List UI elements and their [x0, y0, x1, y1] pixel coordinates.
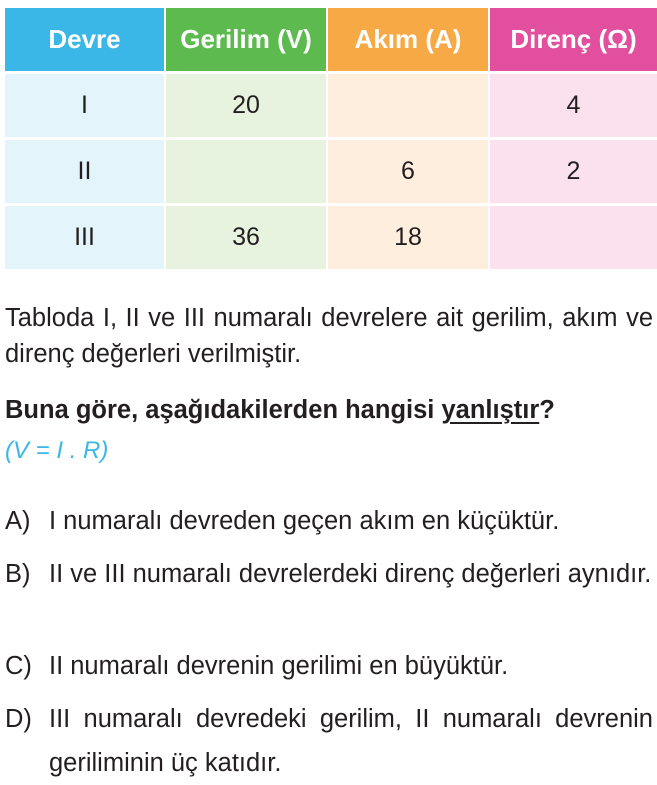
intro-paragraph: Tabloda I, II ve III numaralı devrelere ait gerilim, akım ve direnç değerleri verilmiştir.: [5, 304, 653, 368]
table-cell-devre: II: [5, 140, 164, 203]
header-gerilim: Gerilim (V): [166, 8, 326, 71]
header-direnc: Direnç (Ω): [490, 8, 657, 71]
question-underlined-word: yanlıştır: [441, 396, 540, 424]
option-text: III numaralı devredeki gerilim, II numaralı devrenin geriliminin üç katıdır.: [49, 705, 653, 777]
table-cell-akim: [328, 74, 488, 137]
option-b[interactable]: [5, 552, 653, 596]
circuit-table: [5, 8, 651, 266]
formula-hint: (V = I . R): [5, 437, 109, 464]
option-text: II numaralı devrenin gerilimi en büyüktür.: [49, 652, 509, 680]
table-cell-devre: III: [5, 206, 164, 269]
option-label: C): [5, 652, 32, 680]
option-label: B): [5, 560, 31, 588]
option-text: II ve III numaralı devrelerdeki direnç değerleri aynıdır.: [49, 560, 652, 588]
option-label: A): [5, 507, 31, 535]
option-text: I numaralı devreden geçen akım en küçüktür.: [49, 507, 560, 535]
table-cell-direnc: [490, 206, 657, 269]
option-c[interactable]: [5, 644, 653, 688]
table-cell-gerilim: [166, 140, 326, 203]
question-lead: Buna göre, aşağıdakilerden hangisi: [5, 396, 442, 424]
table-cell-gerilim: 36: [166, 206, 326, 269]
table-cell-akim: 18: [328, 206, 488, 269]
table-cell-direnc: 4: [490, 74, 657, 137]
table-cell-akim: 6: [328, 140, 488, 203]
question-mark: ?: [539, 396, 555, 424]
option-d[interactable]: [5, 697, 653, 785]
header-akim: Akım (A): [328, 8, 488, 71]
header-devre: Devre: [5, 8, 164, 71]
option-label: D): [5, 705, 32, 733]
table-cell-devre: I: [5, 74, 164, 137]
option-a[interactable]: [5, 499, 653, 543]
table-cell-gerilim: 20: [166, 74, 326, 137]
question-text: [5, 392, 555, 428]
table-cell-direnc: 2: [490, 140, 657, 203]
